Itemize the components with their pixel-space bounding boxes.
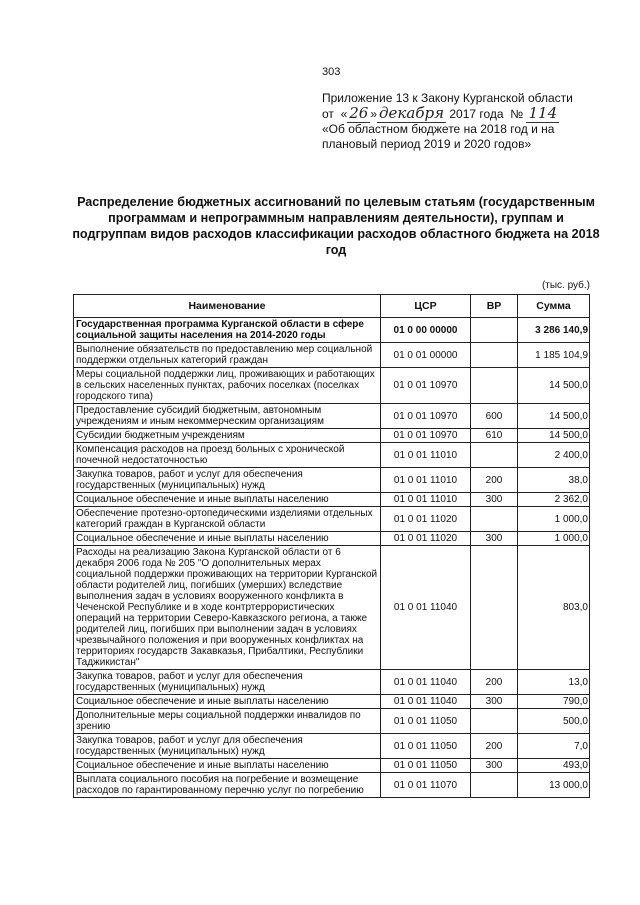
cell-name: Компенсация расходов на проезд больных с хронической почечной недостаточностью	[74, 443, 381, 468]
table-row	[74, 468, 590, 493]
cell-csr: 01 0 01 11010	[381, 443, 471, 468]
cell-csr: 01 0 01 11050	[381, 759, 471, 773]
cell-name: Субсидии бюджетным учреждениям	[74, 429, 381, 443]
appendix-date-line: от « 26 » декабря 2017 года № 114	[322, 104, 558, 122]
cell-csr: 01 0 01 11010	[381, 468, 471, 493]
cell-name: Выплата социального пособия на погребение и возмещение расходов по гарантированному перечню услуг по погребению	[74, 773, 381, 798]
cell-vr: 200	[471, 468, 518, 493]
cell-vr	[471, 546, 518, 670]
cell-sum: 13 000,0	[518, 773, 590, 798]
cell-sum: 14 500,0	[518, 404, 590, 429]
cell-vr	[471, 318, 518, 343]
cell-name: Социальное обеспечение и иные выплаты населению	[74, 532, 381, 546]
budget-table	[73, 294, 590, 798]
law-title-line2: плановый период 2019 и 2020 годов»	[322, 137, 532, 151]
cell-csr: 01 0 01 11050	[381, 734, 471, 759]
table-row	[74, 709, 590, 734]
cell-name: Закупка товаров, работ и услуг для обеспечения государственных (муниципальных) нужд	[74, 670, 381, 695]
cell-name: Государственная программа Курганской области в сфере социальной защиты населения на 2014-2020 годы	[74, 318, 381, 343]
cell-vr	[471, 368, 518, 404]
cell-sum: 790,0	[518, 695, 590, 709]
cell-vr: 300	[471, 493, 518, 507]
cell-name: Предоставление субсидий бюджетным, автономным учреждениям и иным некоммерческим организациям	[74, 404, 381, 429]
table-row	[74, 507, 590, 532]
table-row	[74, 546, 590, 670]
table-row	[74, 404, 590, 429]
cell-vr: 300	[471, 759, 518, 773]
header-sum: Сумма	[518, 295, 590, 318]
cell-sum: 13,0	[518, 670, 590, 695]
cell-csr: 01 0 01 10970	[381, 429, 471, 443]
cell-sum: 803,0	[518, 546, 590, 670]
cell-csr: 01 0 01 11040	[381, 670, 471, 695]
cell-csr: 01 0 01 00000	[381, 343, 471, 368]
table-row	[74, 343, 590, 368]
law-title-line1: «Об областном бюджете на 2018 год и на	[322, 122, 555, 136]
cell-csr: 01 0 01 11040	[381, 546, 471, 670]
table-row	[74, 670, 590, 695]
cell-csr: 01 0 01 11010	[381, 493, 471, 507]
cell-sum: 14 500,0	[518, 368, 590, 404]
table-row	[74, 368, 590, 404]
cell-vr	[471, 507, 518, 532]
cell-vr: 300	[471, 532, 518, 546]
cell-vr	[471, 443, 518, 468]
cell-name: Закупка товаров, работ и услуг для обеспечения государственных (муниципальных) нужд	[74, 734, 381, 759]
cell-name: Закупка товаров, работ и услуг для обеспечения государственных (муниципальных) нужд	[74, 468, 381, 493]
cell-sum: 14 500,0	[518, 429, 590, 443]
table-row	[74, 695, 590, 709]
cell-vr: 200	[471, 734, 518, 759]
from-label: от	[322, 107, 334, 121]
table-row	[74, 443, 590, 468]
cell-csr: 01 0 01 11020	[381, 532, 471, 546]
units-label: (тыс. руб.)	[541, 280, 590, 291]
table-row	[74, 532, 590, 546]
cell-name: Выполнение обязательств по предоставлению мер социальной поддержки отдельных категорий граждан	[74, 343, 381, 368]
cell-sum: 1 000,0	[518, 532, 590, 546]
cell-name: Социальное обеспечение и иные выплаты населению	[74, 759, 381, 773]
cell-sum: 2 400,0	[518, 443, 590, 468]
year: 2017 года	[449, 107, 504, 121]
cell-csr: 01 0 00 00000	[381, 318, 471, 343]
cell-csr: 01 0 01 10970	[381, 368, 471, 404]
table-header-row	[74, 295, 590, 318]
cell-vr	[471, 343, 518, 368]
cell-name: Обеспечение протезно-ортопедическими изделиями отдельных категорий граждан в Курганской области	[74, 507, 381, 532]
number-label: №	[510, 107, 524, 121]
cell-name: Расходы на реализацию Закона Курганской области от 6 декабря 2006 года № 205 "О дополнительных мерах социальной поддержки проживающих на территории Курганской области родителей лиц, погибших (умерших) вследствие выполнения задач в условиях вооруженного конфликта в Чеченской Республике и в ходе контртеррористических операций на территории Северо-Кавказского региона, а также родителей лиц, погибших при выполнении задач в условиях чрезвычайного положения и при вооруженных конфликтах на территориях государств Закавказья, Прибалтики, Республики Таджикистан"	[74, 546, 381, 670]
handwritten-month: декабря	[379, 104, 445, 122]
cell-sum: 1 185 104,9	[518, 343, 590, 368]
cell-vr: 200	[471, 670, 518, 695]
table-row	[74, 759, 590, 773]
cell-vr: 300	[471, 695, 518, 709]
cell-name: Социальное обеспечение и иные выплаты населению	[74, 695, 381, 709]
cell-vr	[471, 773, 518, 798]
handwritten-day: 26	[349, 104, 369, 122]
appendix-header	[322, 91, 573, 152]
cell-sum: 2 362,0	[518, 493, 590, 507]
cell-sum: 493,0	[518, 759, 590, 773]
cell-vr	[471, 709, 518, 734]
cell-sum: 1 000,0	[518, 507, 590, 532]
cell-sum: 500,0	[518, 709, 590, 734]
cell-name: Меры социальной поддержки лиц, проживающих и работающих в сельских населенных пунктах, рабочих поселках (поселках городского типа)	[74, 368, 381, 404]
cell-vr: 610	[471, 429, 518, 443]
cell-csr: 01 0 01 10970	[381, 404, 471, 429]
cell-sum: 38,0	[518, 468, 590, 493]
handwritten-number: 114	[528, 104, 558, 122]
cell-sum: 3 286 140,9	[518, 318, 590, 343]
cell-vr: 600	[471, 404, 518, 429]
appendix-line: Приложение 13 к Закону Курганской области	[322, 91, 573, 105]
document-title: Распределение бюджетных ассигнований по целевым статьям (государственным программам и непрограммным направлениям деятельности), группам и подгруппам видов расходов классификации расходов областного бюджета на 2018 год	[72, 195, 600, 257]
cell-sum: 7,0	[518, 734, 590, 759]
page-number: 303	[322, 66, 341, 78]
table-row	[74, 429, 590, 443]
table-row	[74, 773, 590, 798]
table-row	[74, 734, 590, 759]
cell-csr: 01 0 01 11050	[381, 709, 471, 734]
header-name: Наименование	[74, 295, 381, 318]
cell-csr: 01 0 01 11070	[381, 773, 471, 798]
cell-name: Социальное обеспечение и иные выплаты населению	[74, 493, 381, 507]
header-vr: ВР	[471, 295, 518, 318]
cell-csr: 01 0 01 11040	[381, 695, 471, 709]
table-row	[74, 318, 590, 343]
table-row	[74, 493, 590, 507]
cell-name: Дополнительные меры социальной поддержки инвалидов по зрению	[74, 709, 381, 734]
header-csr: ЦСР	[381, 295, 471, 318]
cell-csr: 01 0 01 11020	[381, 507, 471, 532]
